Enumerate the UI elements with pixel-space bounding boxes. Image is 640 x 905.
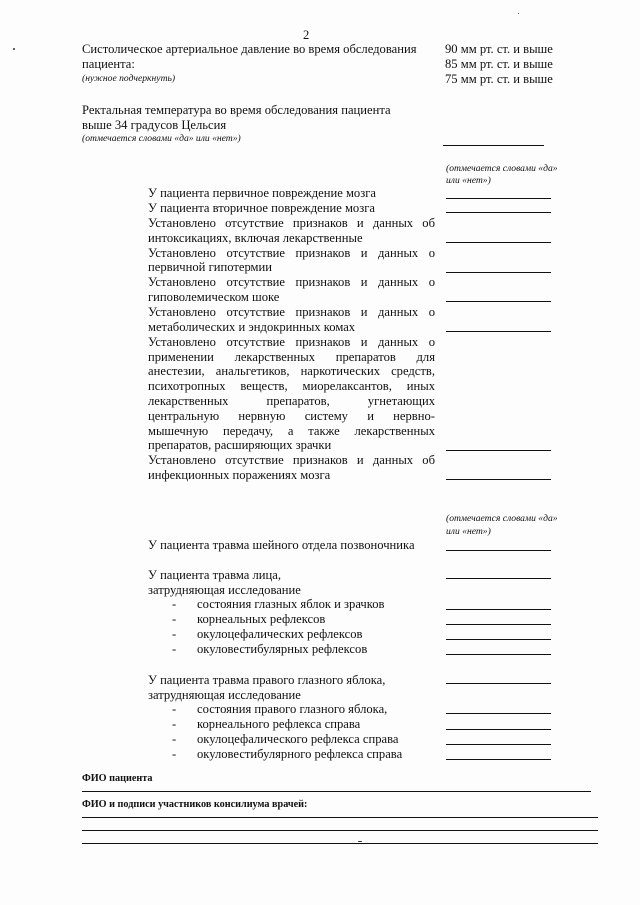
bullet-dash: - — [172, 627, 177, 641]
temp-answer-line[interactable] — [443, 145, 544, 146]
bullet-dash: - — [172, 612, 177, 626]
section2-note-line2: или «нет») — [446, 526, 491, 537]
answer-line-face-eyes[interactable] — [446, 609, 551, 610]
answer-line-intoxication[interactable] — [446, 242, 551, 243]
item-drugs-line1: Установлено отсутствие признаков и данных о — [148, 335, 435, 349]
answer-line-infection[interactable] — [446, 479, 551, 480]
answer-line-primary[interactable] — [446, 198, 551, 199]
answer-line-shock[interactable] — [446, 301, 551, 302]
council-label: ФИО и подписи участников консилиума врачей: — [82, 799, 308, 810]
item-eye-trauma-line2: затрудняющая исследование — [148, 688, 301, 702]
item-drugs-line6: центральную нервную систему и нервно- — [148, 409, 435, 423]
item-intoxication-line1: Установлено отсутствие признаков и данных об — [148, 216, 435, 230]
bullet-dash: - — [172, 732, 177, 746]
bp-option-85[interactable]: 85 мм рт. ст. и выше — [445, 57, 553, 71]
item-secondary-brain-damage: У пациента вторичное повреждение мозга — [148, 201, 375, 215]
bp-option-75[interactable]: 75 мм рт. ст. и выше — [445, 72, 553, 86]
bullet-dash: - — [172, 597, 177, 611]
temp-line1: Ректальная температура во время обследования пациента — [82, 103, 391, 117]
section2-note-line1: (отмечается словами «да» — [446, 513, 558, 524]
bullet-dash: - — [172, 747, 177, 761]
patient-name-line[interactable] — [82, 791, 591, 792]
temp-note: (отмечается словами «да» или «нет») — [82, 133, 241, 144]
item-drugs-line8: препаратов, расширяющих зрачки — [148, 438, 332, 452]
bullet-dash: - — [172, 702, 177, 716]
answer-line-eye-corneal[interactable] — [446, 729, 551, 730]
answer-line-drugs[interactable] — [446, 450, 551, 451]
bp-label-line2: пациента: — [82, 57, 135, 71]
item-coma-line2: метаболических и эндокринных комах — [148, 320, 356, 334]
item-infection-line2: инфекционных поражениях мозга — [148, 468, 331, 482]
answer-line-face-oculovestibular[interactable] — [446, 654, 551, 655]
item-eye-trauma-line1: У пациента травма правого глазного яблока, — [148, 673, 386, 687]
item-hypothermia-line1: Установлено отсутствие признаков и данных о — [148, 246, 435, 260]
item-drugs-line7: мышечную передачу, а также лекарственных — [148, 424, 435, 438]
bullet-dash: - — [172, 642, 177, 656]
answer-line-eye-state[interactable] — [446, 713, 551, 714]
item-intoxication-line2: интоксикациях, включая лекарственные — [148, 231, 363, 245]
scan-speck — [13, 48, 15, 50]
item-shock-line2: гиповолемическом шоке — [148, 290, 280, 304]
item-face-trauma-line1: У пациента травма лица, — [148, 568, 281, 582]
document-page: 2 Систолическое артериальное давление во время обследования пациента: (нужное подчеркнуть) 90 мм рт. ст. и выше 85 мм рт. ст. и выше 75 мм рт. ст. и выше Ректальная температура во время обследования пациента выше 34 градусов Цельсия (отмечается словами «да» или «нет») (отмечается словами «да» или «нет») У пациента первичное повреждение мозга У пациента вторичное повреждение мозга Установлено отсутствие признаков и данных об интоксикациях, включая лекарственные Установлено отсутствие признаков и данных о первичной гипотермии Установлено отсутствие признаков и данных о гиповолемическом шоке Установлено отсутствие признаков и данных о метаболических и эндокринных комах Установлено отсутствие признаков и данных о применении лекарственных препаратов для анестезии, анальгетиков, наркотических средств, психотропных веществ, миорелаксантов, иных лекарственных препаратов, угнетающих центральную нервную систему и нервно- мышечную передачу, а также лекарственных препаратов, расширяющих зрачки Установлено отсутствие признаков и данных об инфекционных поражениях мозга (отмечается словами «да» или «нет») У пациента травма шейного отдела позвоночника У пациента травма лица, затрудняющая исследование - состояния глазных яблок и зрачков - корнеальных рефлексов - окулоцефалических рефлексов - окуловестибулярных рефлексов У пациента травма правого глазного яблока, затрудняющая исследование - состояния правого глазного яблока, - корнеального рефлекса справа - окулоцефалического рефлекса справа - окуловестибулярного рефлекса справа ФИО пациента ФИО и подписи участников консилиума врачей: — [0, 0, 640, 905]
bp-label-line1: Систолическое артериальное давление во время обследования — [82, 42, 417, 56]
item-drugs-line4: психотропных веществ, миорелаксантов, иных — [148, 379, 435, 393]
answer-line-face[interactable] — [446, 578, 551, 579]
answer-line-eye-oculovestibular[interactable] — [446, 759, 551, 760]
scan-speck — [358, 841, 362, 842]
bp-note: (нужное подчеркнуть) — [82, 73, 176, 84]
item-drugs-line5: лекарственных препаратов, угнетающих — [148, 394, 435, 408]
item-drugs-line2: применении лекарственных препаратов для — [148, 350, 435, 364]
council-line-1[interactable] — [82, 817, 598, 818]
scan-speck — [518, 13, 519, 14]
bullet-dash: - — [172, 717, 177, 731]
answer-line-hypothermia[interactable] — [446, 272, 551, 273]
page-number: 2 — [303, 28, 310, 42]
item-drugs-line3: анестезии, анальгетиков, наркотических средств, — [148, 364, 435, 378]
answer-line-eye[interactable] — [446, 683, 551, 684]
item-coma-line1: Установлено отсутствие признаков и данных о — [148, 305, 435, 319]
item-shock-line1: Установлено отсутствие признаков и данных о — [148, 275, 435, 289]
item-primary-brain-damage: У пациента первичное повреждение мозга — [148, 186, 376, 200]
answer-line-cervical[interactable] — [446, 550, 551, 551]
item-hypothermia-line2: первичной гипотермии — [148, 260, 272, 274]
section1-note-line2: или «нет») — [446, 175, 491, 186]
answer-line-coma[interactable] — [446, 331, 551, 332]
council-line-3[interactable] — [82, 843, 598, 844]
item-cervical-trauma: У пациента травма шейного отдела позвоночника — [148, 538, 415, 552]
answer-line-secondary[interactable] — [446, 212, 551, 213]
item-infection-line1: Установлено отсутствие признаков и данных об — [148, 453, 435, 467]
answer-line-face-oculocephalic[interactable] — [446, 639, 551, 640]
item-face-trauma-line2: затрудняющая исследование — [148, 583, 301, 597]
section1-note-line1: (отмечается словами «да» — [446, 163, 558, 174]
answer-line-eye-oculocephalic[interactable] — [446, 744, 551, 745]
council-line-2[interactable] — [82, 830, 598, 831]
bp-option-90[interactable]: 90 мм рт. ст. и выше — [445, 42, 553, 56]
temp-line2: выше 34 градусов Цельсия — [82, 118, 227, 132]
patient-name-label: ФИО пациента — [82, 773, 153, 784]
answer-line-face-corneal[interactable] — [446, 624, 551, 625]
